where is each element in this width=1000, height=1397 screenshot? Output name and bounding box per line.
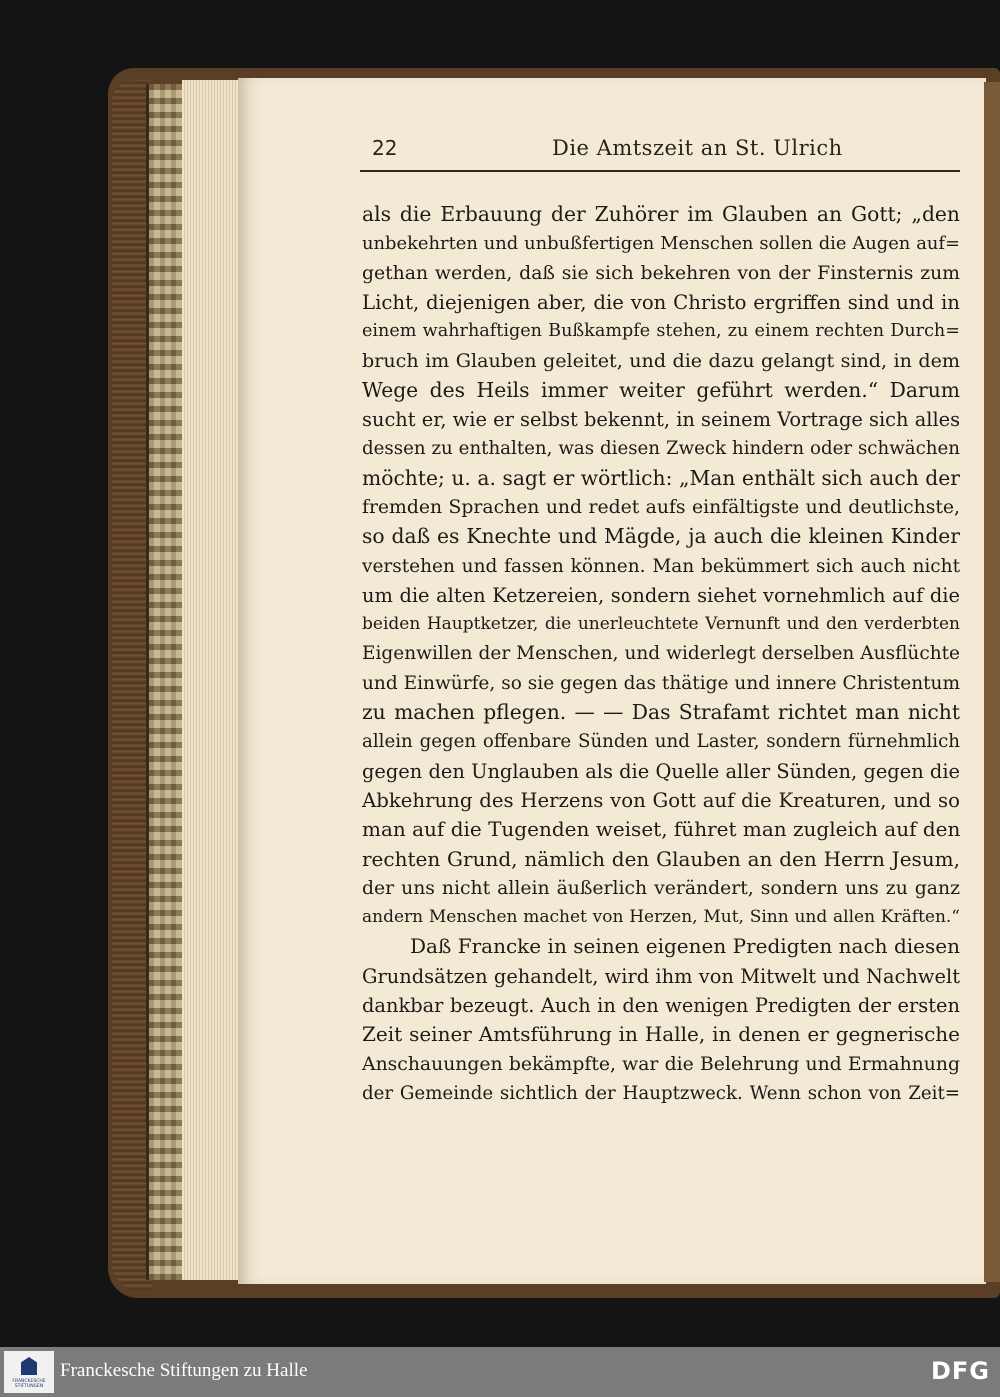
dfg-logo[interactable]: DFG [930, 1357, 990, 1385]
text-line: beiden Hauptketzer, die unerleuchtete Vernunft und den verderbten [362, 614, 960, 635]
stiftungen-logo[interactable] [4, 1351, 54, 1393]
text-line: dankbar bezeugt. Auch in den wenigen Predigten der ersten [362, 994, 960, 1018]
text-line: verstehen und fassen können. Man bekümmert sich auch nicht [362, 555, 960, 577]
text-line: als die Erbauung der Zuhörer im Glauben an Gott; „den [362, 202, 960, 226]
text-line: der Gemeinde sichtlich der Hauptzweck. Wenn schon von Zeit= [362, 1082, 960, 1104]
text-line: und Einwürfe, so sie gegen das thätige und innere Christentum [362, 672, 960, 694]
page-header [360, 130, 960, 174]
text-line: Wege des Heils immer weiter geführt werden.“ Darum [362, 377, 960, 402]
text-line: man auf die Tugenden weiset, führet man zugleich auf den [362, 817, 961, 842]
body-text [362, 200, 960, 1108]
page-number: 22 [372, 136, 398, 160]
header-rule [360, 170, 960, 172]
text-line: unbekehrten und unbußfertigen Menschen sollen die Augen auf= [362, 233, 960, 255]
text-line: dessen zu enthalten, was diesen Zweck hindern oder schwächen [362, 438, 960, 460]
text-line: zu machen pflegen. — — Das Strafamt richtet man nicht [362, 700, 960, 725]
text-line: Eigenwillen der Menschen, und widerlegt derselben Ausflüchte [362, 643, 960, 665]
cover-right-edge [984, 82, 1000, 1282]
text-line: Grundsätzen gehandelt, wird ihm von Mitwelt und Nachwelt [362, 964, 960, 988]
text-line: rechten Grund, nämlich den Glauben an den Herrn Jesum, [362, 846, 960, 871]
text-line: einem wahrhaftigen Bußkampfe stehen, zu einem rechten Durch= [362, 321, 960, 342]
logo-caption: FRANCKESCHE STIFTUNGEN [12, 1379, 46, 1389]
text-line: um die alten Ketzereien, sondern siehet vornehmlich auf die [362, 583, 960, 607]
footer-bar [0, 1347, 1000, 1397]
text-line: Zeit seiner Amtsführung in Halle, in denen er gegnerische [362, 1022, 960, 1047]
text-line: fremden Sprachen und redet aufs einfältigste und deutlichste, [362, 496, 960, 518]
text-line: so daß es Knechte und Mägde, ja auch die kleinen Kinder [362, 524, 960, 549]
text-line: gegen den Unglauben als die Quelle aller Sünden, gegen die [362, 759, 960, 783]
text-line: bruch im Glauben geleitet, und die dazu gelangt sind, in dem [362, 349, 960, 373]
text-line: Abkehrung des Herzens von Gott auf die Kreaturen, und so [362, 788, 960, 812]
building-icon [21, 1357, 37, 1375]
text-line: gethan werden, daß sie sich bekehren von der Finsternis zum [362, 262, 960, 284]
text-line: Anschauungen bekämpfte, war die Belehrung und Ermahnung [362, 1053, 960, 1075]
text-line: Licht, diejenigen aber, die von Christo ergriffen sind und in [362, 290, 960, 314]
footer-title[interactable]: Franckesche Stiftungen zu Halle [60, 1360, 308, 1381]
text-line: andern Menschen machet von Herzen, Mut, Sinn und allen Kräften.“ [362, 907, 960, 928]
running-head: Die Amtszeit an St. Ulrich [552, 136, 843, 160]
text-line: Daß Francke in seinen eigenen Predigten nach diesen [410, 934, 960, 959]
text-line: möchte; u. a. sagt er wörtlich: „Man enthält sich auch der [362, 465, 960, 490]
text-line: sucht er, wie er selbst bekennt, in seinem Vortrage sich alles [362, 408, 961, 432]
text-line: der uns nicht allein äußerlich verändert, sondern uns zu ganz [362, 877, 960, 899]
text-line: allein gegen offenbare Sünden und Laster, sondern fürnehmlich [362, 731, 960, 753]
page-stack-edge [182, 80, 242, 1280]
